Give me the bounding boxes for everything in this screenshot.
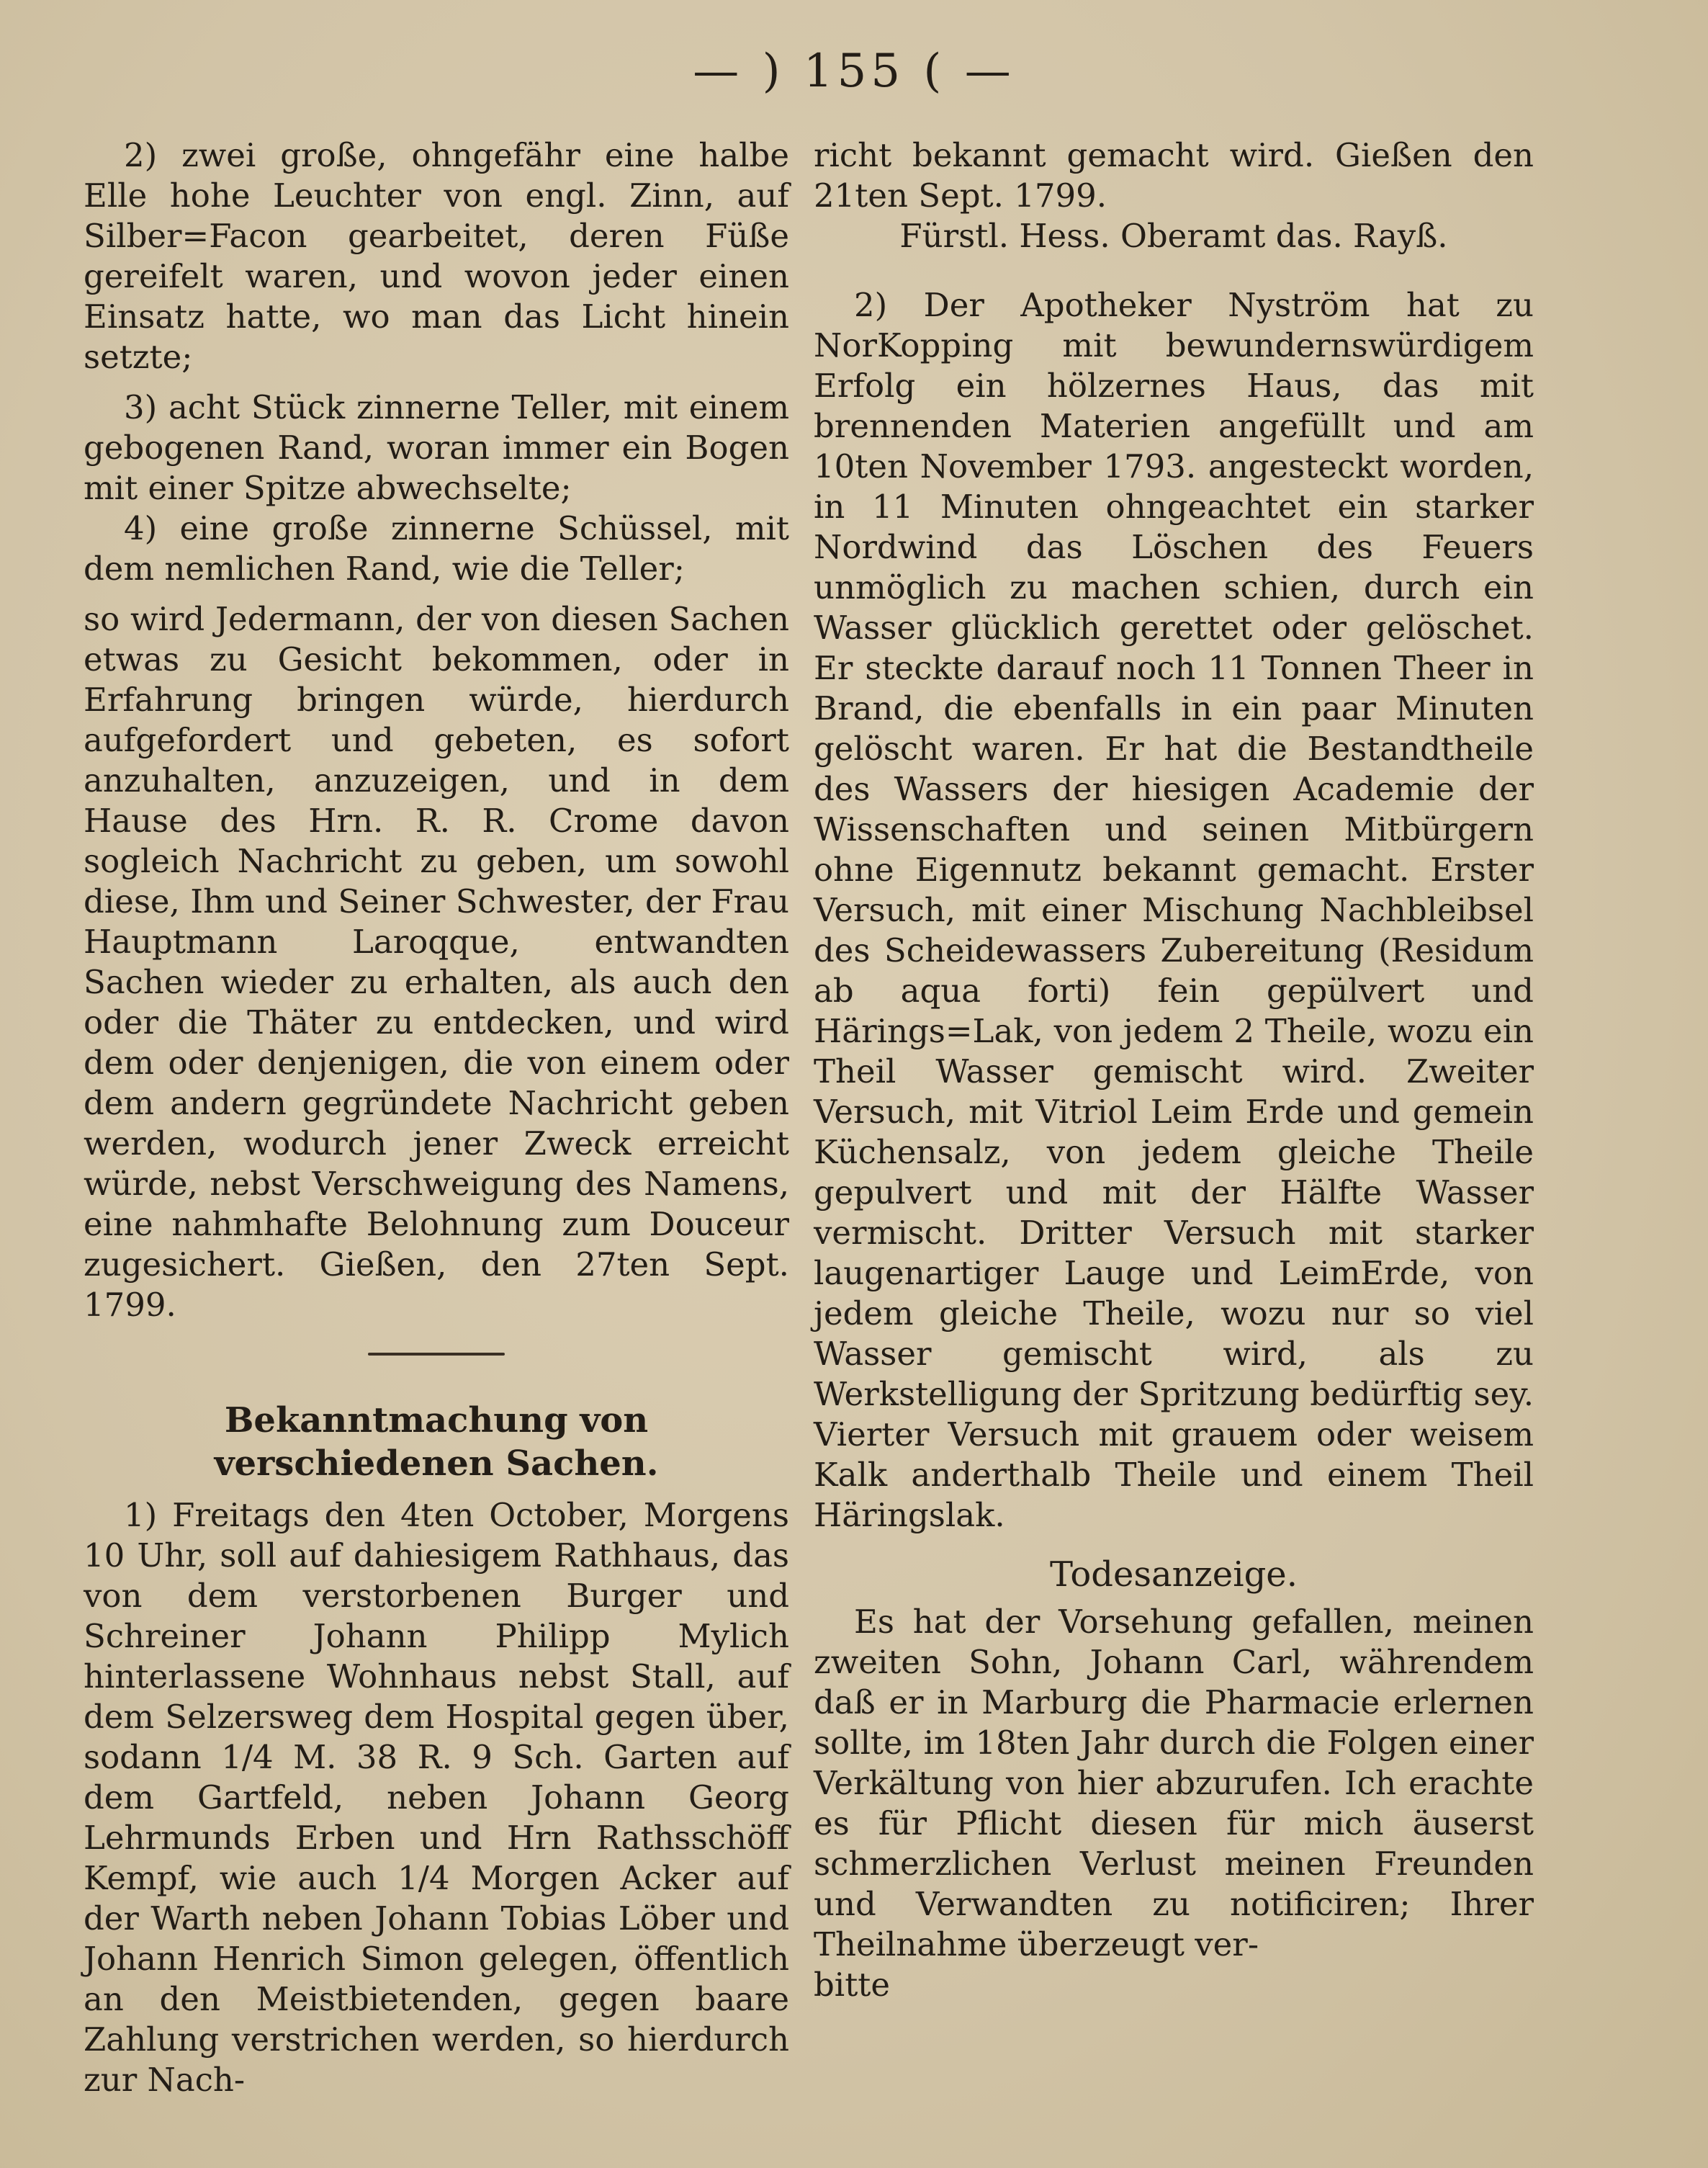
signature: Fürstl. Hess. Oberamt das. Rayß. <box>899 217 1448 255</box>
left-column <box>84 135 789 2100</box>
section-title: Bekanntmachung von verschiedenen Sachen. <box>214 1400 659 1484</box>
list-item: 3) acht Stück zinnerne Teller, mit einem gebogenen Rand, woran immer ein Bogen mit einer Spitze abwechselte; <box>84 388 789 507</box>
death-notice-text: Es hat der Vorsehung gefallen, meinen zweiten Sohn, Johann Carl, währendem daß er in Marburg die Pharmacie erlernen sollte, im 18ten Jahr durch die Folgen einer Verkältung von hier abzurufen. Ich erachte es für Pflicht diesen für mich äuserst schmerzlichen Verlust meinen Freunden und Verwandten zu notificiren; Ihrer Theilnahme überzeugt ver- <box>814 1603 1534 1963</box>
page-number: — ) 155 ( — <box>693 45 1015 98</box>
announcement-text: 1) Freitags den 4ten October, Morgens 10 Uhr, soll auf dahiesigem Rathhaus, das von dem verstorbenen Burger und Schreiner Johann Philipp Mylich hinterlassene Wohnhaus nebst Stall, auf dem Selzersweg dem Hospital gegen über, sodann 1/4 M. 38 R. 9 Sch. Garten auf dem Gartfeld, neben Johann Georg Lehrmunds Erben und Hrn Rathsschöff Kempf, wie auch 1/4 Morgen Acker auf der Warth neben Johann Tobias Löber und Johann Henrich Simon gelegen, öffentlich an den Meistbietenden, gegen baare Zahlung verstrichen werden, so hierdurch zur Nach- <box>84 1496 789 2099</box>
death-notice-title: Todesanzeige. <box>1050 1554 1298 1595</box>
catchword: bitte <box>814 1966 890 2004</box>
list-item: 2) Der Apotheker Nyström hat zu NorKopping mit bewundernswürdigem Erfolg ein hölzernes Haus, das mit brennenden Materien angefüllt und am 10ten November 1793. angesteckt worden, in 11 Minuten ohngeachtet ein starker Nordwind das Löschen des Feuers unmöglich zu machen schien, durch ein Wasser glücklich gerettet oder gelöschet. Er steckte darauf noch 11 Tonnen Theer in Brand, die ebenfalls in ein paar Minuten gelöscht waren. Er hat die Bestandtheile des Wassers der hiesigen Academie der Wissenschaften und seinen Mitbürgern ohne Eigennutz bekannt gemacht. Erster Versuch, mit einer Mischung Nachbleibsel des Scheidewassers Zubereitung (Residum ab aqua forti) fein gepülvert und Härings=Lak, von jedem 2 Theile, wozu ein Theil Wasser gemischt wird. Zweiter Versuch, mit Vitriol Leim Erde und gemein Küchensalz, von jedem gleiche Theile gepulvert und mit der Hälfte Wasser vermischt. Dritter Versuch mit starker laugenartiger Lauge und LeimErde, von jedem gleiche Theile, wozu nur so viel Wasser gemischt wird, als zu Werkstelligung der Spritzung bedürftig sey. Vierter Versuch mit grauem oder weisem Kalk anderthalb Theile und einem Theil Häringslak. <box>814 286 1534 1534</box>
list-item: 2) zwei große, ohngefähr eine halbe Elle hohe Leuchter von engl. Zinn, auf Silber=Facon gearbeitet, deren Füße gereifelt waren, und wovon jeder einen Einsatz hatte, wo man das Licht hinein setzte; <box>84 136 789 376</box>
right-column <box>814 135 1534 2005</box>
list-item: 4) eine große zinnerne Schüssel, mit dem nemlichen Rand, wie die Teller; <box>84 509 789 588</box>
notice-text: so wird Jedermann, der von diesen Sachen etwas zu Gesicht bekommen, oder in Erfahrung bringen würde, hierdurch aufgefordert und gebeten, es sofort anzuhalten, anzuzeigen, und in dem Hause des Hrn. R. R. Crome davon sogleich Nachricht zu geben, um sowohl diese, Ihm und Seiner Schwester, der Frau Hauptmann Laroqque, entwandten Sachen wieder zu erhalten, als auch den oder die Thäter zu entdecken, und wird dem oder denjenigen, die von einem oder dem andern gegründete Nachricht geben werden, wodurch jener Zweck erreicht würde, nebst Verschweigung des Namens, eine nahmhafte Belohnung zum Douceur zugesichert. Gießen, den 27ten Sept. 1799. <box>84 600 789 1324</box>
section-divider <box>368 1353 505 1356</box>
notice-continuation: richt bekannt gemacht wird. Gießen den 21ten Sept. 1799. <box>814 136 1534 215</box>
